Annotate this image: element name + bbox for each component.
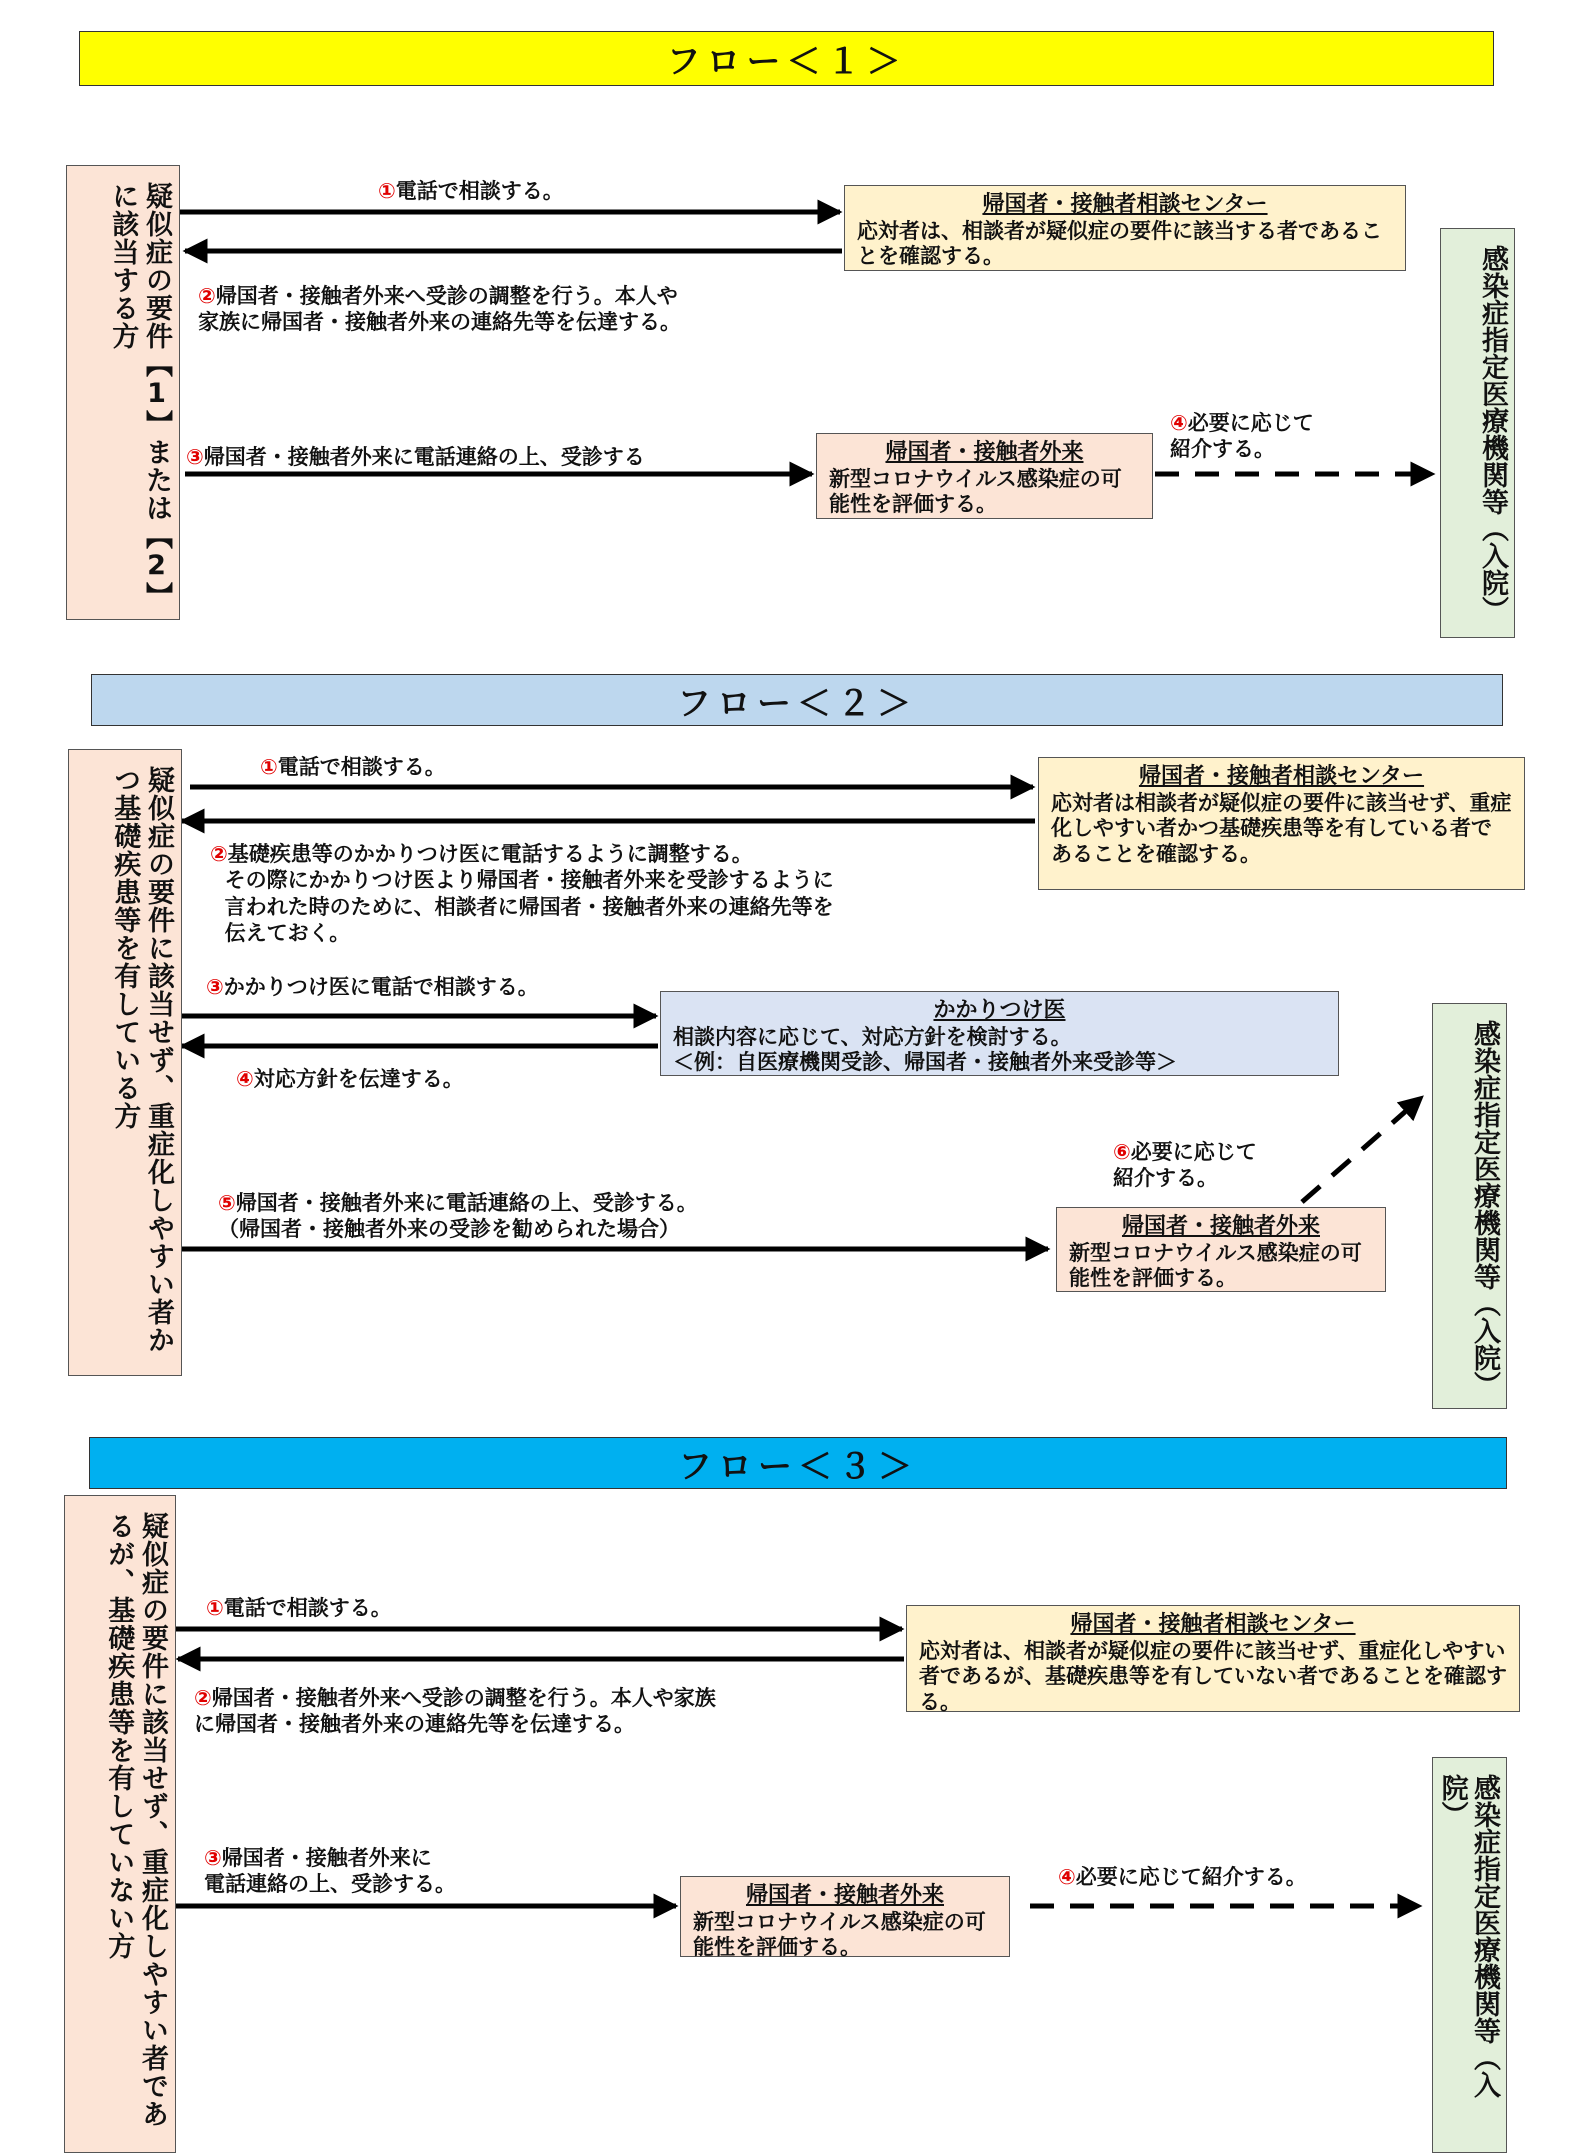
flow1-subject: 疑似症の要件【1】または【2】に該当する方 <box>107 182 172 597</box>
flow3-banner <box>89 1437 1507 1489</box>
flow2-subject: 疑似症の要件に該当せず、重症化しやすい者かつ基礎疾患等を有している方 <box>109 766 174 1354</box>
flow1-step1-label <box>378 178 564 204</box>
flow3-step4-text: 必要に応じて紹介する。 <box>1075 1865 1307 1889</box>
flow1-designated-hospital <box>1440 228 1515 638</box>
flow2-center-title: 帰国者・接触者相談センター <box>1138 764 1425 789</box>
flow1-step3-number: ③ <box>186 445 204 469</box>
flow2-step1-text: 電話で相談する。 <box>277 755 446 779</box>
flow1-step4-label <box>1170 410 1314 463</box>
flow2-step4-label <box>236 1066 464 1092</box>
flow2-clinic-body: 新型コロナウイルス感染症の可能性を評価する。 <box>1069 1240 1362 1291</box>
flow1-clinic-title: 帰国者・接触者外来 <box>885 440 1084 465</box>
flow1-clinic-body: 新型コロナウイルス感染症の可能性を評価する。 <box>829 466 1122 517</box>
flow2-step3-number: ③ <box>206 975 224 999</box>
flow3-step2-text: 帰国者・接触者外来へ受診の調整を行う。本人や家族 に帰国者・接触者外来の連絡先等を伝達する。 <box>194 1686 716 1737</box>
flow3-hospital-text: 感染症指定医療機関等（入院） <box>1436 1774 1500 2098</box>
flow2-gp-title: かかりつけ医 <box>933 998 1066 1023</box>
flow2-consult-center <box>1038 757 1525 890</box>
flow1-step4-number: ④ <box>1170 411 1188 435</box>
flow2-step4-number: ④ <box>236 1067 254 1091</box>
flow3-clinic-body: 新型コロナウイルス感染症の可能性を評価する。 <box>693 1909 986 1960</box>
flow2-step2-text: 基礎疾患等のかかりつけ医に電話するように調整する。 その際にかかりつけ医より帰国者・接触者外来を受診するように 言われた時のために、相談者に帰国者・接触者外来の連絡先等を 伝えておく。 <box>224 842 834 945</box>
flow1-center-title: 帰国者・接触者相談センター <box>982 192 1268 217</box>
flow2-step2-number: ② <box>210 842 228 866</box>
flow2-step2-label <box>210 841 834 946</box>
flow3-step4-label <box>1058 1864 1307 1890</box>
flow1-banner <box>79 31 1494 86</box>
flow2-step1-label <box>260 754 446 780</box>
flow3-step3-label <box>204 1845 456 1898</box>
flow2-step5-number: ⑤ <box>218 1191 236 1215</box>
flow1-step2-text: 帰国者・接触者外来へ受診の調整を行う。本人や 家族に帰国者・接触者外来の連絡先等を伝達する。 <box>198 284 681 335</box>
flow2-gp-body2: ＜例：自医療機関受診、帰国者・接触者外来受診等＞ <box>673 1050 1177 1075</box>
flow1-step1-text: 電話で相談する。 <box>395 179 564 203</box>
flow1-step1-number: ① <box>378 179 396 203</box>
flow1-consult-center <box>844 185 1406 271</box>
flow2-step4-text: 対応方針を伝達する。 <box>253 1067 464 1091</box>
flow1-step4-text: 必要に応じて 紹介する。 <box>1170 411 1314 462</box>
flow1-center-body: 応対者は、相談者が疑似症の要件に該当する者であることを確認する。 <box>857 218 1382 269</box>
flow3-step3-number: ③ <box>204 1846 222 1870</box>
flow1-outpatient-clinic <box>816 433 1153 519</box>
flow3-center-title: 帰国者・接触者相談センター <box>1070 1612 1356 1637</box>
flow2-step6-text: 必要に応じて 紹介する。 <box>1113 1140 1257 1191</box>
flow2-banner <box>91 674 1503 726</box>
flow2-step6-number: ⑥ <box>1113 1140 1131 1164</box>
flow2-step6-label <box>1113 1139 1257 1192</box>
flow2-step5-label <box>218 1190 698 1243</box>
flow3-step2-number: ② <box>194 1686 212 1710</box>
flow1-step2-label <box>198 283 681 336</box>
flow2-clinic-title: 帰国者・接触者外来 <box>1121 1214 1320 1239</box>
flow2-arrow-6 <box>1302 1097 1422 1202</box>
flow3-title: フロー＜３＞ <box>678 1446 918 1487</box>
flow3-step3-text: 帰国者・接触者外来に 電話連絡の上、受診する。 <box>204 1846 456 1897</box>
flow3-subject-box <box>64 1495 176 2153</box>
flow2-outpatient-clinic <box>1056 1207 1386 1292</box>
flow3-designated-hospital <box>1432 1757 1507 2153</box>
flow3-step1-text: 電話で相談する。 <box>223 1596 392 1620</box>
flow2-designated-hospital <box>1432 1003 1507 1409</box>
flow2-step1-number: ① <box>260 755 278 779</box>
flow1-subject-box <box>66 165 180 620</box>
flow2-step3-label <box>206 974 539 1000</box>
flow3-step4-number: ④ <box>1058 1865 1076 1889</box>
flow3-subject: 疑似症の要件に該当せず、重症化しやすい者であるが、基礎疾患等を有していない方 <box>103 1512 168 2128</box>
flow2-step5-text: 帰国者・接触者外来に電話連絡の上、受診する。 （帰国者・接触者外来の受診を勧められた場合） <box>218 1191 698 1242</box>
flow1-step3-text: 帰国者・接触者外来に電話連絡の上、受診する <box>203 445 645 469</box>
flow1-title: フロー＜１＞ <box>666 42 907 82</box>
flow2-hospital-text: 感染症指定医療機関等（入院） <box>1469 1020 1500 1398</box>
flow3-outpatient-clinic <box>680 1876 1010 1960</box>
flow3-clinic-title: 帰国者・接触者外来 <box>745 1883 944 1908</box>
flow2-gp-body1: 相談内容に応じて、対応方針を検討する。 <box>673 1024 1072 1049</box>
flow2-center-body: 応対者は相談者が疑似症の要件に該当せず、重症化しやすい者かつ基礎疾患等を有している者であることを確認する。 <box>1051 790 1512 867</box>
flow3-center-body: 応対者は、相談者が疑似症の要件に該当せず、重症化しやすい者であるが、基礎疾患等を有していない者であることを確認する。 <box>919 1638 1507 1715</box>
flow3-step1-label <box>206 1595 392 1621</box>
flow2-subject-box <box>68 749 182 1376</box>
flow3-consult-center <box>906 1605 1520 1715</box>
flow3-step2-label <box>194 1685 716 1738</box>
flow2-step3-text: かかりつけ医に電話で相談する。 <box>223 975 539 999</box>
flow2-title: フロー＜２＞ <box>677 683 917 724</box>
flow3-step1-number: ① <box>206 1596 224 1620</box>
flow1-step3-label <box>186 444 645 470</box>
flow2-family-doctor <box>660 991 1339 1076</box>
flow1-step2-number: ② <box>198 284 216 308</box>
flow1-hospital-text: 感染症指定医療機関等（入院） <box>1477 245 1508 623</box>
